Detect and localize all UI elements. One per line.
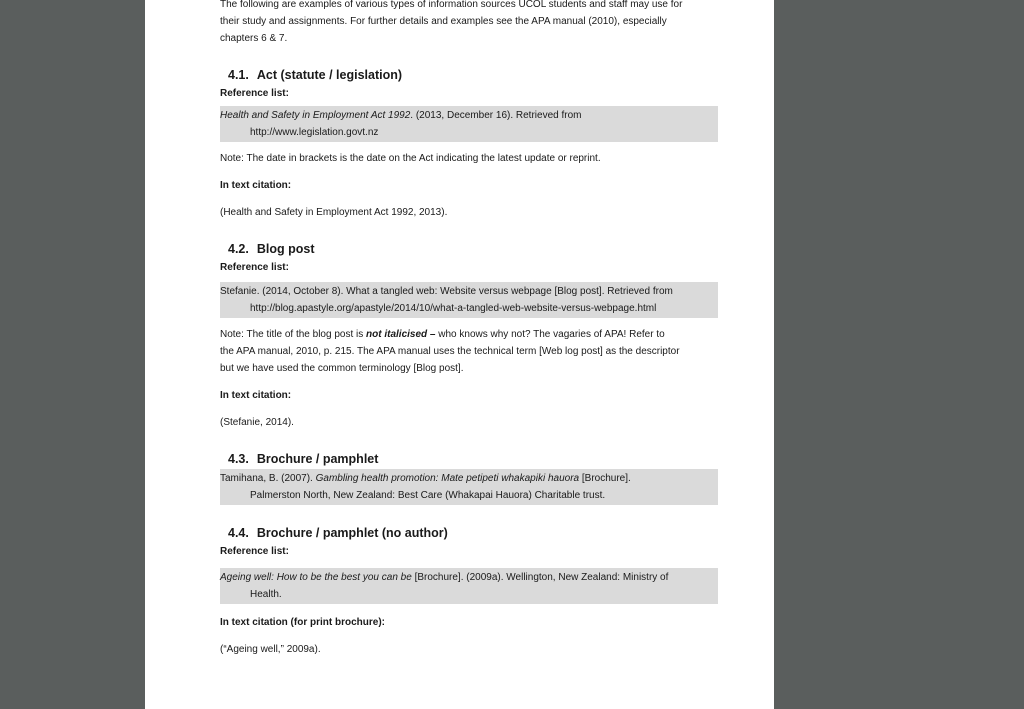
reference-title: Health and Safety in Employment Act 1992 <box>220 110 411 121</box>
section-title: Brochure / pamphlet <box>256 452 379 466</box>
reference-line-2: http://www.legislation.govt.nz <box>250 127 379 138</box>
document-content <box>220 0 718 658</box>
note-emphasis: not italicised – <box>366 329 436 340</box>
reference-list-label: Reference list: <box>220 546 289 557</box>
note-text: Note: The date in brackets is the date on the Act indicating the latest update or reprint. <box>220 153 601 164</box>
section-heading-blog-post <box>220 239 718 259</box>
reference-line-2: Health. <box>250 589 282 600</box>
reference-details: [Brochure]. (2009a). Wellington, New Zealand: Ministry of <box>411 572 669 583</box>
reference-line-1 <box>220 107 718 124</box>
intro-paragraph <box>220 0 718 47</box>
intro-line-3: chapters 6 & 7. <box>220 33 288 44</box>
section-number: 4.3. <box>228 452 249 466</box>
section-number: 4.2. <box>228 242 249 256</box>
reference-title: Gambling health promotion: Mate petipeti whakapiki hauora <box>315 473 580 484</box>
in-text-citation-label: In text citation: <box>220 390 292 401</box>
section-number: 4.1. <box>228 68 249 82</box>
reference-line-1 <box>220 470 718 487</box>
note-line-3: but we have used the common terminology [Blog post]. <box>220 363 464 374</box>
in-text-citation-label: In text citation (for print brochure): <box>220 617 385 628</box>
reference-details: [Brochure]. <box>579 473 631 484</box>
intro-line-2: their study and assignments. For further details and examples see the APA manual (2010), especially <box>220 16 667 27</box>
note-text <box>220 326 718 377</box>
note-part: who knows why not? The vagaries of APA! Refer to <box>435 329 665 340</box>
reference-box <box>220 469 718 505</box>
document-page <box>145 0 774 709</box>
section-heading-act <box>220 65 718 85</box>
reference-line-1: Stefanie. (2014, October 8). What a tangled web: Website versus webpage [Blog post]. Retrieved from <box>220 286 673 297</box>
in-text-citation: (Stefanie, 2014). <box>220 417 294 428</box>
section-heading-brochure-no-author <box>220 523 718 543</box>
section-title: Blog post <box>256 242 315 256</box>
section-title: Brochure / pamphlet (no author) <box>256 526 448 540</box>
in-text-citation-label: In text citation: <box>220 180 292 191</box>
reference-box <box>220 106 718 142</box>
reference-details: . (2013, December 16). Retrieved from <box>410 110 582 121</box>
in-text-citation: (“Ageing well,” 2009a). <box>220 644 321 655</box>
reference-author: Tamihana, B. (2007). <box>220 473 316 484</box>
note-part: Note: The title of the blog post is <box>220 329 367 340</box>
reference-list-label: Reference list: <box>220 88 289 99</box>
in-text-citation: (Health and Safety in Employment Act 1992, 2013). <box>220 207 448 218</box>
reference-box <box>220 568 718 604</box>
note-line-2: the APA manual, 2010, p. 215. The APA manual uses the technical term [Web log post] as the descriptor <box>220 346 680 357</box>
reference-line-1 <box>220 569 718 586</box>
section-heading-brochure <box>220 449 718 469</box>
reference-line-2: Palmerston North, New Zealand: Best Care (Whakapai Hauora) Charitable trust. <box>250 490 606 501</box>
reference-title: Ageing well: How to be the best you can be <box>220 572 412 583</box>
reference-line-2: http://blog.apastyle.org/apastyle/2014/10/what-a-tangled-web-website-versus-webpage.html <box>250 303 657 314</box>
section-title: Act (statute / legislation) <box>256 68 403 82</box>
reference-list-label: Reference list: <box>220 262 289 273</box>
intro-line-1: The following are examples of various types of information sources UCOL students and staff may use for <box>220 0 683 10</box>
reference-box <box>220 282 718 318</box>
section-number: 4.4. <box>228 526 249 540</box>
